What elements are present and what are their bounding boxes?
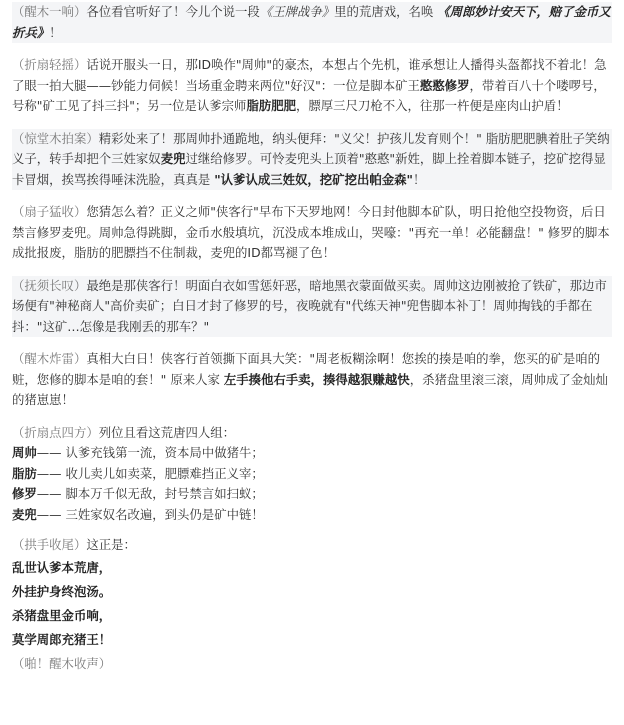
roster-intro-text: 列位且看这荒唐四人组：	[98, 424, 236, 440]
character-roster	[12, 423, 612, 526]
roster-item	[12, 484, 612, 505]
roster-item	[12, 464, 612, 485]
poem-line: 莫学周郎充猪王！	[12, 631, 112, 647]
closing-poem	[12, 535, 612, 652]
emphasis-text: 麦兜	[160, 151, 186, 166]
paragraph-text: ！	[412, 171, 426, 187]
paragraph-text: 精彩处来了！那周帅扑通跪地，纳头便拜："义父！护孩儿发育则个！" 脂肪肥肥腆着肚子笑纳义子，转手却把个三姓家奴	[12, 130, 610, 166]
character-name: 修罗	[12, 486, 37, 501]
poem-intro	[12, 535, 612, 556]
paragraph-text: 过继给修罗。可怜麦兜头上顶着"憨憨"新姓，脚上拴着脚本链子，挖矿挖得显卡冒烟，挨骂挨得唾沫洗脸，真真是	[12, 151, 606, 187]
stage-direction: （折扇点四方）	[12, 424, 99, 440]
stage-direction: （折扇轻摇）	[12, 57, 87, 72]
paragraph-text: ，带着百八十个喽啰号，号称"矿工见了抖三抖"；另一位是认爹宗师	[12, 77, 606, 113]
emphasis-text: 左手揍他右手卖，揍得越狠赚越快	[223, 371, 410, 387]
character-name: 麦兜	[12, 506, 37, 522]
story-paragraph	[12, 55, 612, 117]
stage-direction: （惊堂木拍案）	[12, 130, 99, 146]
paragraph-text: 话说开服头一日，那ID唤作"周帅"的豪杰，本想占个先机，谁承想让人播得头盔都找不着北！急了眼一拍大腿——钞能力伺候！当场重金聘来两位"好汉"：一位是脚本矿王	[12, 57, 607, 93]
character-desc: —— 脚本万千似无敌，封号禁言如扫蚁；	[36, 486, 264, 501]
story-paragraph	[12, 2, 612, 43]
emphasis-text: 《周郎妙计安天下，赔了金币又折兵》	[12, 4, 611, 40]
story-paragraph	[12, 276, 612, 338]
poem-line: 外挂护身终泡汤。	[12, 583, 112, 599]
roster-item	[12, 505, 612, 526]
paragraph-text: ！	[49, 24, 62, 40]
emphasis-text: "认爹认成三姓奴，挖矿挖出帕金森"	[214, 171, 413, 187]
stage-direction: （醒木炸雷）	[12, 351, 87, 366]
character-desc: —— 三姓家奴名改遍，到头仍是矿中链！	[36, 506, 264, 522]
paragraph-text: ，杀猪盘里滚三滚，周帅成了金灿灿的猪崽崽！	[12, 371, 608, 407]
paragraph-text: 里的荒唐戏，名唤	[334, 4, 438, 19]
story-paragraph	[12, 202, 612, 264]
poem-line: 乱世认爹本荒唐，	[12, 559, 112, 575]
paragraph-text: 《王牌战争》	[259, 4, 335, 19]
roster-item	[12, 443, 612, 464]
stage-direction: （拱手收尾）	[12, 537, 87, 552]
emphasis-text: 脂肪肥肥	[246, 98, 296, 113]
stage-direction: （扇子猛收）	[12, 204, 87, 219]
story-paragraph	[12, 349, 612, 411]
poem-line: 杀猪盘里金币响，	[12, 607, 112, 623]
stage-direction: （抚须长叹）	[12, 277, 87, 293]
character-desc: —— 认爹充钱第一流，资本局中做猪牛；	[36, 445, 264, 460]
character-desc: —— 收儿卖儿如卖菜，肥膘难挡正义宰；	[36, 465, 264, 481]
roster-intro	[12, 423, 612, 444]
paragraph-text: 您猜怎么着？正义之师"侠客行"早布下天罗地网！今日封他脚本矿队，明日抢他空投物资，后日禁言修罗麦兜。周帅急得跳脚，金币水般填坑，沉没成本堆成山，哭嚎："再充一单！必能翻盘！" 修罗的脚本成批报废，脂肪的肥膘挡不住制裁，麦兜的ID都骂褪了色！	[12, 204, 610, 260]
character-name: 脂肪	[12, 465, 37, 481]
character-name: 周帅	[12, 445, 37, 460]
paragraph-text: 真相大白日！侠客行首领撕下面具大笑："周老板糊涂啊！您挨的揍是咱的拳，您买的矿是咱的赃，您修的脚本是咱的套！" 原来人家	[12, 351, 601, 387]
paragraph-text: 最绝是那侠客行！明面白衣如雪惩奸恶，暗地黑衣蒙面做买卖。周帅这边刚被抢了铁矿，那边市场便有"神秘商人"高价卖矿；白日才封了修罗的号，夜晚就有"代练天神"兜售脚本补丁！周帅掏钱的手都在抖："这矿…怎像是我刚丢的那车？"	[12, 277, 607, 334]
paragraph-text: 各位看官听好了！今儿个说一段	[86, 4, 260, 19]
ending-note: （啪！醒木收声）	[12, 655, 112, 671]
poem-intro-text: 这正是：	[86, 537, 136, 552]
emphasis-text: 憨憨修罗	[419, 77, 470, 93]
stage-direction: （醒木一响）	[12, 4, 87, 19]
story-paragraph	[12, 129, 612, 191]
paragraph-text: ，膘厚三尺刀枪不入，往那一杵便是座肉山护盾！	[296, 98, 569, 113]
